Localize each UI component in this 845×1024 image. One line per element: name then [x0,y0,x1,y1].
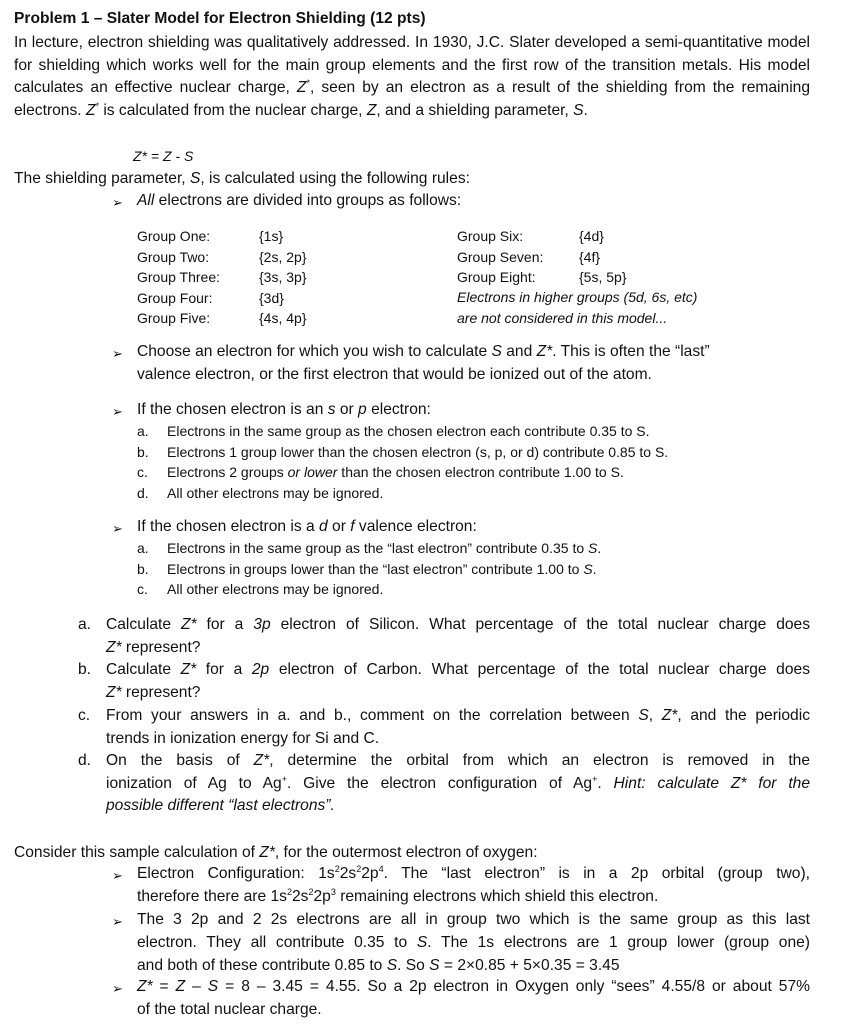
group-orbitals: {4d} [579,228,604,244]
question-a: a. Calculate Z* for a 3p electron of Silicon. What percentage of the total nuclear charge does Z* represent? [78,616,811,656]
sp-rule-list: a. Electrons in the same group as the chosen electron each contribute 0.35 to S. b. Electrons 1 group lower than the chosen electron (s, p, or d) contribute 0.85 to S. c. Electrons 2 groups or lower than the chosen electron contribute 1.00 to S. d. All other electrons may be ignored. [137,423,669,501]
bullet-arrow-icon: ➢ [112,981,123,996]
group-name: Group Two: [137,248,210,265]
sample-bullet-1-line2: therefore there are $1s^22s^22p^3$ remaining electrons which shield this electron. [137,887,659,905]
group-orbitals: {4s, 4p} [259,310,307,326]
group-name: Group Three: [137,269,221,285]
df-rule-heading: If the chosen electron is a d or f valence electron: [137,518,477,535]
group-orbitals: {3d} [259,289,284,306]
group-name: Group Eight: [457,269,536,285]
bullet-arrow-icon: ➢ [112,914,123,929]
bullet-arrow-icon: ➢ [112,404,123,419]
bullet-arrow-icon: ➢ [112,868,123,883]
group-orbitals: {2s, 2p} [259,248,307,265]
groups-right-orbitals [579,226,627,288]
group-name: Group Five: [137,310,211,326]
choose-electron-line2: valence electron, or the first electron that would be ionized out of the atom. [137,366,652,383]
sample-bullet-1-line1: Electron Configuration: $1s^22s^22p^4$. The “last electron” is in a 2p orbital (group two), [137,864,810,882]
group-name: Group Six: [457,228,524,244]
group-name: Group One: [137,228,211,244]
group-name: Group Four: [137,289,213,306]
question-d: d. On the basis of Z*, determine the orbital from which an electron is removed in the ionization of Ag to Ag+. Give the electron configuration of Ag+. Hint: calculate Z* for the possible different “last electrons”. [78,752,810,815]
slater-formula: Z* = Z - S [133,148,194,164]
bullet-arrow-icon: ➢ [112,195,123,210]
sample-bullet-2-line2: electron. They all contribute 0.35 to S. The 1s electrons are 1 group lower (group one) [137,934,810,951]
group-orbitals: {1s} [259,228,284,244]
groups-note: Electrons in higher groups (5d, 6s, etc) are not considered in this model... [457,289,698,326]
groups-left-orbitals [259,226,307,329]
groups-left-names [137,226,220,329]
sample-bullet-3-line2: of the total nuclear charge. [137,1001,322,1018]
groups-header: All electrons are divided into groups as follows: [137,192,462,209]
choose-electron-line1: Choose an electron for which you wish to calculate S and Z*. This is often the “last” [137,343,710,360]
group-name: Group Seven: [457,248,544,265]
group-orbitals: {5s, 5p} [579,269,627,285]
sample-bullet-2-line1: The 3 2p and 2 2s electrons are all in group two which is the same group as this last [137,911,810,928]
groups-right-names [457,226,543,288]
group-orbitals: {4f} [579,248,601,265]
sp-rule-heading: If the chosen electron is an s or p electron: [137,401,431,418]
problem-title: Problem 1 – Slater Model for Electron Shielding (12 pts) [14,10,426,27]
shielding-intro: The shielding parameter, S, is calculated using the following rules: [14,170,470,187]
sample-bullet-2-line3: and both of these contribute 0.85 to S. So S = 2×0.85 + 5×0.35 = 3.45 [137,957,620,974]
df-rule-list: a. Electrons in the same group as the “last electron” contribute 0.35 to S. b. Electrons in groups lower than the “last electron” contribute 1.00 to S. c. All other electrons may be ignored. [137,540,602,597]
bullet-arrow-icon: ➢ [112,521,123,536]
bullet-arrow-icon: ➢ [112,346,123,361]
group-orbitals: {3s, 3p} [259,269,307,285]
question-c: c. From your answers in a. and b., comment on the correlation between S, Z*, and the periodic trends in ionization energy for Si and C. [78,707,810,747]
sample-bullet-3-line1: Z* = Z – S = 8 – 3.45 = 4.55. So a 2p electron in Oxygen only “sees” 4.55/8 or about 57% [137,978,810,995]
question-b: b. Calculate Z* for a 2p electron of Carbon. What percentage of the total nuclear charge does Z* represent? [78,661,810,701]
intro-paragraph: In lecture, electron shielding was qualitatively addressed. In 1930, J.C. Slater developed a semi-quantitative model for shielding which works well for the main group elements and the first row of the transition metals. His model calculates an effective nuclear charge, Z*, seen by an electron as a result of the shielding from the remaining electrons. Z* is calculated from the nuclear charge, Z, and a shielding parameter, S. [14,34,810,119]
sample-intro: Consider this sample calculation of Z*, for the outermost electron of oxygen: [14,844,538,861]
